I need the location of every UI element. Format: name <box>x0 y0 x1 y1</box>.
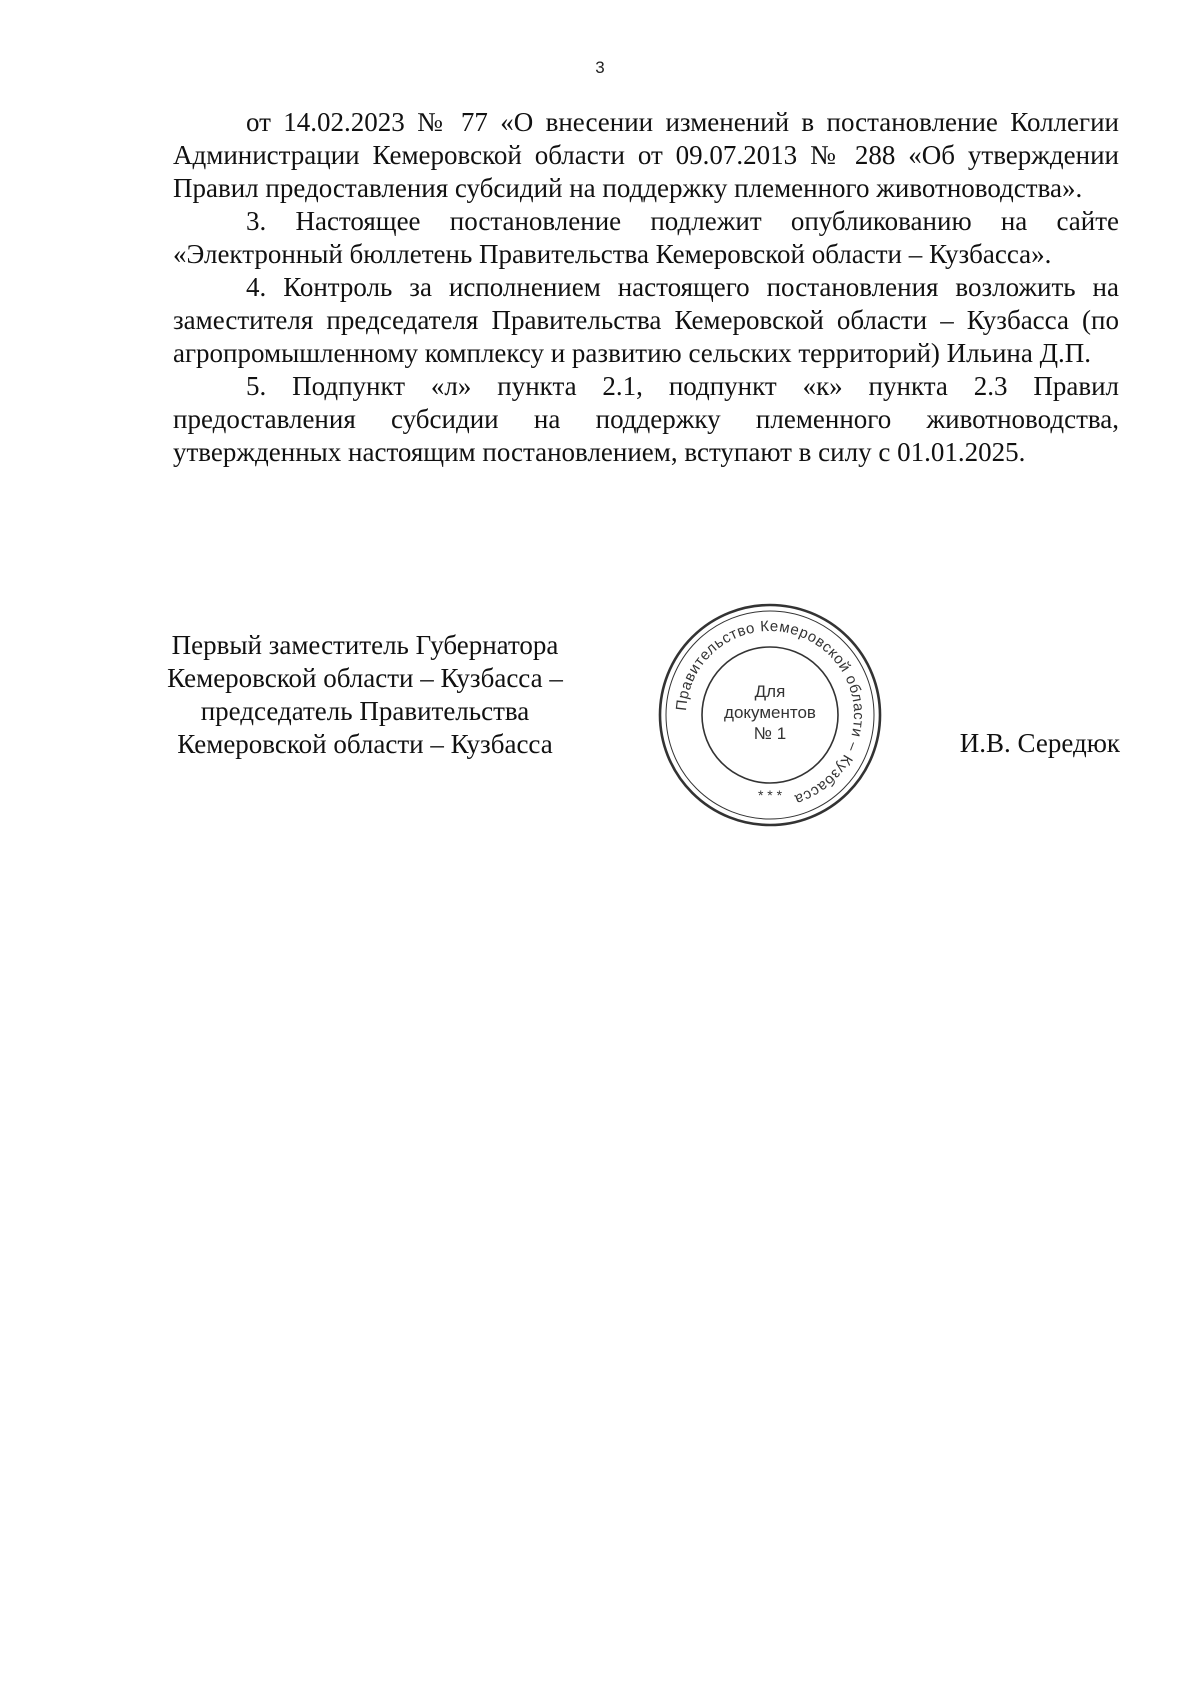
signer-position <box>150 629 580 761</box>
document-body <box>173 106 1119 469</box>
stamp-stars: * * * <box>757 787 783 803</box>
paragraph-4-control: 4. Контроль за исполнением настоящего постановления возложить на заместителя председателя Правительства Кемеровской области – Кузбасса (по агропромышленному комплексу и развитию сельских территорий) Ильина Д.П. <box>173 272 1119 368</box>
stamp-center-line: документов <box>724 703 816 722</box>
signer-position-line: Кемеровской области – Кузбасса <box>177 729 553 759</box>
stamp-center-line: № 1 <box>753 724 787 743</box>
signer-name: И.В. Середюк <box>959 728 1120 758</box>
official-seal-stamp <box>655 600 885 830</box>
stamp-center-line: Для <box>754 682 786 701</box>
stamp-ring-text: Правительство Кемеровской области – Кузбасса <box>672 617 868 809</box>
paragraph-5-effective-date: 5. Подпункт «л» пункта 2.1, подпункт «к» пункта 2.3 Правил предоставления субсидии на поддержку племенного животноводства, утвержденных настоящим постановлением, вступают в силу с 01.01.2025. <box>173 371 1119 467</box>
paragraph-continuation: от 14.02.2023 № 77 «О внесении изменений в постановление Коллегии Администрации Кемеровской области от 09.07.2013 № 288 «Об утверждении Правил предоставления субсидий на поддержку племенного животноводства». <box>173 107 1119 203</box>
signer-position-line: Кемеровской области – Кузбасса – <box>167 663 563 693</box>
signer-position-line: председатель Правительства <box>200 696 530 726</box>
page-number: 3 <box>595 58 605 77</box>
signer-position-line: Первый заместитель Губернатора <box>171 630 559 660</box>
paragraph-3-publication: 3. Настоящее постановление подлежит опубликованию на сайте «Электронный бюллетень Правительства Кемеровской области – Кузбасса». <box>173 206 1119 269</box>
